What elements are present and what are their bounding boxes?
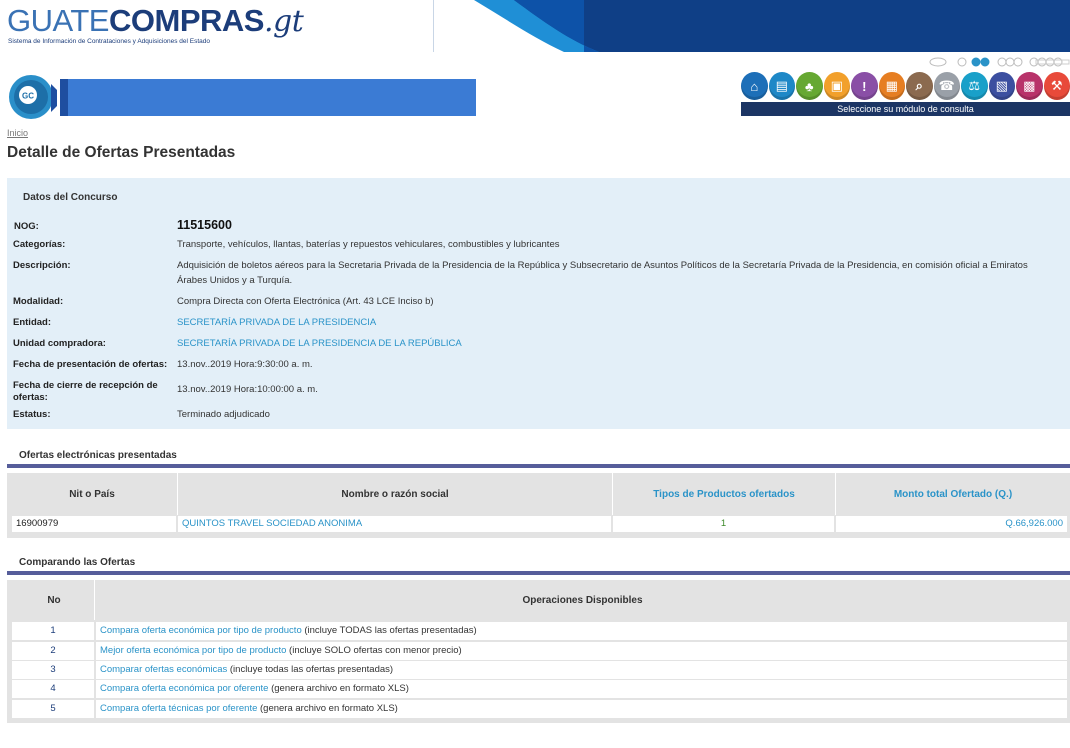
descripcion-label: Descripción: <box>13 260 71 271</box>
module-balance-button[interactable] <box>961 72 988 100</box>
row-no: 4 <box>12 680 94 698</box>
header-blue-bar <box>60 79 476 116</box>
home-icon: ⌂ <box>750 78 759 94</box>
operation-link[interactable]: Comparar ofertas económicas <box>100 664 228 675</box>
operation-row <box>96 661 1067 679</box>
module-tree-button[interactable] <box>796 72 823 100</box>
oferta-nit: 16900979 <box>12 516 176 532</box>
header-banner <box>433 0 1070 52</box>
operation-note: (incluye SOLO ofertas con menor precio) <box>286 645 462 656</box>
module-grid-button[interactable] <box>1016 72 1043 100</box>
search-icon: ⌕ <box>915 78 923 93</box>
estatus-value: Terminado adjudicado <box>177 409 270 420</box>
operation-row <box>96 642 1067 660</box>
module-wrench-button[interactable] <box>1044 72 1070 100</box>
cart-icon: ▧ <box>995 78 1008 93</box>
col-tipos[interactable]: Tipos de Productos ofertados <box>653 488 795 500</box>
descripcion-value-line2: Árabes Unidos y a Turquía. <box>177 275 293 286</box>
modalidad-label: Modalidad: <box>13 296 64 307</box>
comparando-section-title: Comparando las Ofertas <box>19 557 136 568</box>
operation-row <box>96 680 1067 698</box>
modalidad-value: Compra Directa con Oferta Electrónica (Art. 43 LCE Inciso b) <box>177 296 434 307</box>
row-no: 1 <box>12 622 94 640</box>
operation-note: (incluye todas las ofertas presentadas) <box>227 664 394 675</box>
operation-note: (genera archivo en formato XLS) <box>257 703 398 714</box>
logo-wordmark: GUATECOMPRAS.gt <box>7 3 304 39</box>
ofertas-table <box>7 473 1070 538</box>
gc-logo[interactable] <box>7 74 57 120</box>
row-no: 3 <box>12 661 94 679</box>
logo-subtitle: Sistema de Información de Contrataciones y Adquisiciones del Estado <box>8 38 210 45</box>
site-logo[interactable] <box>0 0 433 52</box>
col-nit: Nit o País <box>69 488 115 500</box>
col-monto[interactable]: Monto total Ofertado (Q.) <box>893 488 1013 500</box>
operation-row <box>96 622 1067 640</box>
module-menu <box>741 72 1070 102</box>
fecha-cierre-label-line2: ofertas: <box>13 392 48 403</box>
fecha-cierre-label-line1: Fecha de cierre de recepción de <box>13 380 158 391</box>
categorias-label: Categorías: <box>13 239 66 250</box>
operation-note: (incluye TODAS las ofertas presentadas) <box>301 625 477 636</box>
operation-row <box>96 700 1067 718</box>
breadcrumb-home[interactable]: Inicio <box>7 128 29 138</box>
descripcion-value-line1: Adquisición de boletos aéreos para la Secretaria Privada de la Presidencia de la República y Subsecretario de Asuntos Políticos de la Secretaría Privada de la Presidencia, en comisión oficial a Emiratos <box>177 260 1028 271</box>
section-divider <box>7 464 1070 468</box>
module-alert-button[interactable] <box>851 72 878 100</box>
datos-concurso-panel <box>7 178 1070 429</box>
col-no: No <box>47 594 61 606</box>
row-no: 2 <box>12 642 94 660</box>
estatus-label: Estatus: <box>13 409 51 420</box>
module-home-button[interactable] <box>741 72 768 100</box>
categorias-value: Transporte, vehículos, llantas, baterías y repuestos vehiculares, combustibles y lubricantes <box>177 239 560 250</box>
fecha-presentacion-value: 13.nov..2019 Hora:9:30:00 a. m. <box>177 359 313 370</box>
ofertas-section-title: Ofertas electrónicas presentadas <box>19 450 177 461</box>
fecha-presentacion-label: Fecha de presentación de ofertas: <box>13 359 168 370</box>
shop-icon: ▣ <box>830 78 843 93</box>
text-size-controls[interactable] <box>870 56 1070 68</box>
oferta-monto-link[interactable]: Q.66,926.000 <box>836 516 1067 532</box>
module-shop-button[interactable] <box>824 72 851 100</box>
wrench-icon: ⚒ <box>1050 78 1063 93</box>
operation-link[interactable]: Compara oferta económica por oferente <box>100 683 269 694</box>
operation-note: (genera archivo en formato XLS) <box>268 683 409 694</box>
operation-link[interactable]: Compara oferta económica por tipo de producto <box>100 625 302 636</box>
row-no: 5 <box>12 700 94 718</box>
phone-icon: ☎ <box>938 78 955 93</box>
col-operaciones: Operaciones Disponibles <box>522 594 643 606</box>
comparando-table <box>7 580 1070 723</box>
oferta-nombre-link[interactable]: QUINTOS TRAVEL SOCIEDAD ANONIMA <box>178 516 611 532</box>
operation-link[interactable]: Mejor oferta económica por tipo de producto <box>100 645 287 656</box>
operation-link[interactable]: Compara oferta técnicas por oferente <box>100 703 258 714</box>
nog-label: NOG: <box>14 221 39 232</box>
balance-icon: ⚖ <box>968 78 981 93</box>
fecha-cierre-value: 13.nov..2019 Hora:10:00:00 a. m. <box>177 384 318 395</box>
module-cart-button[interactable] <box>989 72 1016 100</box>
entidad-link[interactable]: SECRETARÍA PRIVADA DE LA PRESIDENCIA <box>177 317 377 328</box>
briefcase-icon: ▦ <box>885 78 898 93</box>
grid-icon: ▩ <box>1023 78 1036 93</box>
module-search-button[interactable] <box>906 72 933 100</box>
svg-text:GC: GC <box>22 91 34 101</box>
tree-icon: ♣ <box>804 78 814 94</box>
unidad-label: Unidad compradora: <box>13 338 106 349</box>
page-title: Detalle de Ofertas Presentadas <box>7 144 236 161</box>
modules-caption: Seleccione su módulo de consulta <box>741 102 1070 116</box>
nog-value: 11515600 <box>177 218 232 232</box>
datos-title: Datos del Concurso <box>23 192 118 203</box>
document-icon: ▤ <box>775 78 788 93</box>
col-nombre: Nombre o razón social <box>341 488 449 500</box>
section-divider <box>7 571 1070 575</box>
module-briefcase-button[interactable] <box>879 72 906 100</box>
module-phone-button[interactable] <box>934 72 961 100</box>
alert-icon: ! <box>862 78 867 94</box>
module-document-button[interactable] <box>769 72 796 100</box>
entidad-label: Entidad: <box>13 317 51 328</box>
unidad-link[interactable]: SECRETARÍA PRIVADA DE LA PRESIDENCIA DE LA REPÚBLICA <box>177 338 462 349</box>
oferta-tipos: 1 <box>613 516 834 532</box>
